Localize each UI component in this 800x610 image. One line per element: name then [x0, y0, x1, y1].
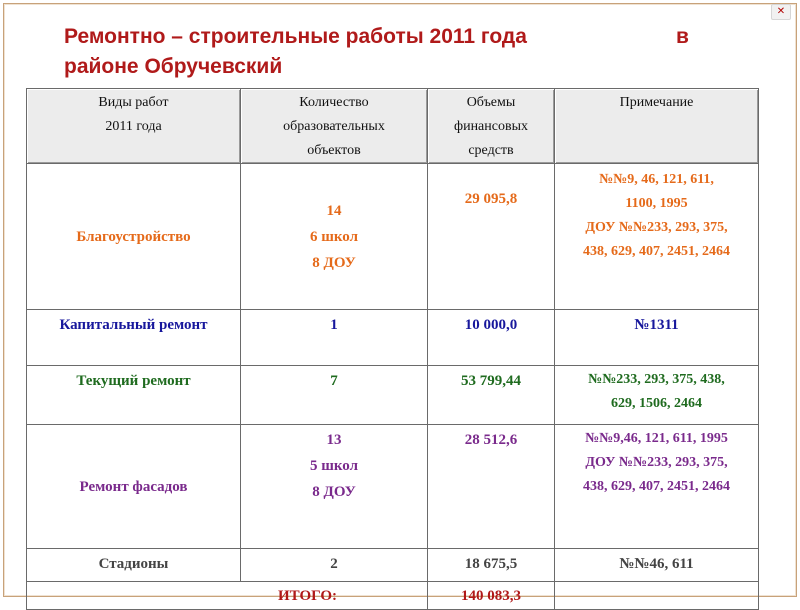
funding-cell: 10 000,0 — [428, 310, 555, 366]
table-row — [27, 310, 759, 366]
object-count-cell: 1 — [241, 310, 428, 366]
title-line-1: Ремонтно – строительные работы 2011 года — [64, 25, 527, 48]
funding-cell: 28 512,6 — [428, 425, 555, 549]
slide-close-icon[interactable]: ✕ — [771, 4, 791, 20]
object-count-cell: 7 — [241, 366, 428, 425]
total-note-empty — [555, 582, 759, 610]
table-header-row — [27, 89, 759, 164]
funding-cell: 18 675,5 — [428, 549, 555, 582]
note-cell: №№9,46, 121, 611, 1995 ДОУ №№233, 293, 375, 438, 629, 407, 2451, 2464 — [555, 425, 759, 549]
table-row — [27, 164, 759, 310]
note-cell: №№46, 611 — [555, 549, 759, 582]
note-cell: №№233, 293, 375, 438, 629, 1506, 2464 — [555, 366, 759, 425]
total-row — [27, 582, 759, 610]
work-type-cell: Текущий ремонт — [27, 366, 241, 425]
header-work-type: Виды работ 2011 года — [27, 89, 241, 164]
funding-cell: 29 095,8 — [428, 164, 555, 310]
work-type-cell: Ремонт фасадов — [27, 425, 241, 549]
header-note: Примечание — [555, 89, 759, 164]
object-count-cell: 2 — [241, 549, 428, 582]
works-table — [26, 88, 759, 610]
table-row — [27, 549, 759, 582]
total-amount: 140 083,3 — [428, 582, 555, 610]
page-title — [64, 22, 704, 82]
header-funding: Объемы финансовых средств — [428, 89, 555, 164]
work-type-cell: Благоустройство — [27, 164, 241, 310]
object-count-cell: 14 6 школ 8 ДОУ — [241, 164, 428, 310]
total-label: ИТОГО: — [27, 582, 428, 610]
note-cell: №1311 — [555, 310, 759, 366]
work-type-cell: Капитальный ремонт — [27, 310, 241, 366]
title-line-2: районе Обручевский — [64, 55, 283, 78]
title-line-1-right: в — [676, 25, 689, 48]
work-type-cell: Стадионы — [27, 549, 241, 582]
object-count-cell: 13 5 школ 8 ДОУ — [241, 425, 428, 549]
header-object-count: Количество образовательных объектов — [241, 89, 428, 164]
note-cell: №№9, 46, 121, 611, 1100, 1995 ДОУ №№233, 293, 375, 438, 629, 407, 2451, 2464 — [555, 164, 759, 310]
funding-cell: 53 799,44 — [428, 366, 555, 425]
table-row — [27, 425, 759, 549]
table-row — [27, 366, 759, 425]
